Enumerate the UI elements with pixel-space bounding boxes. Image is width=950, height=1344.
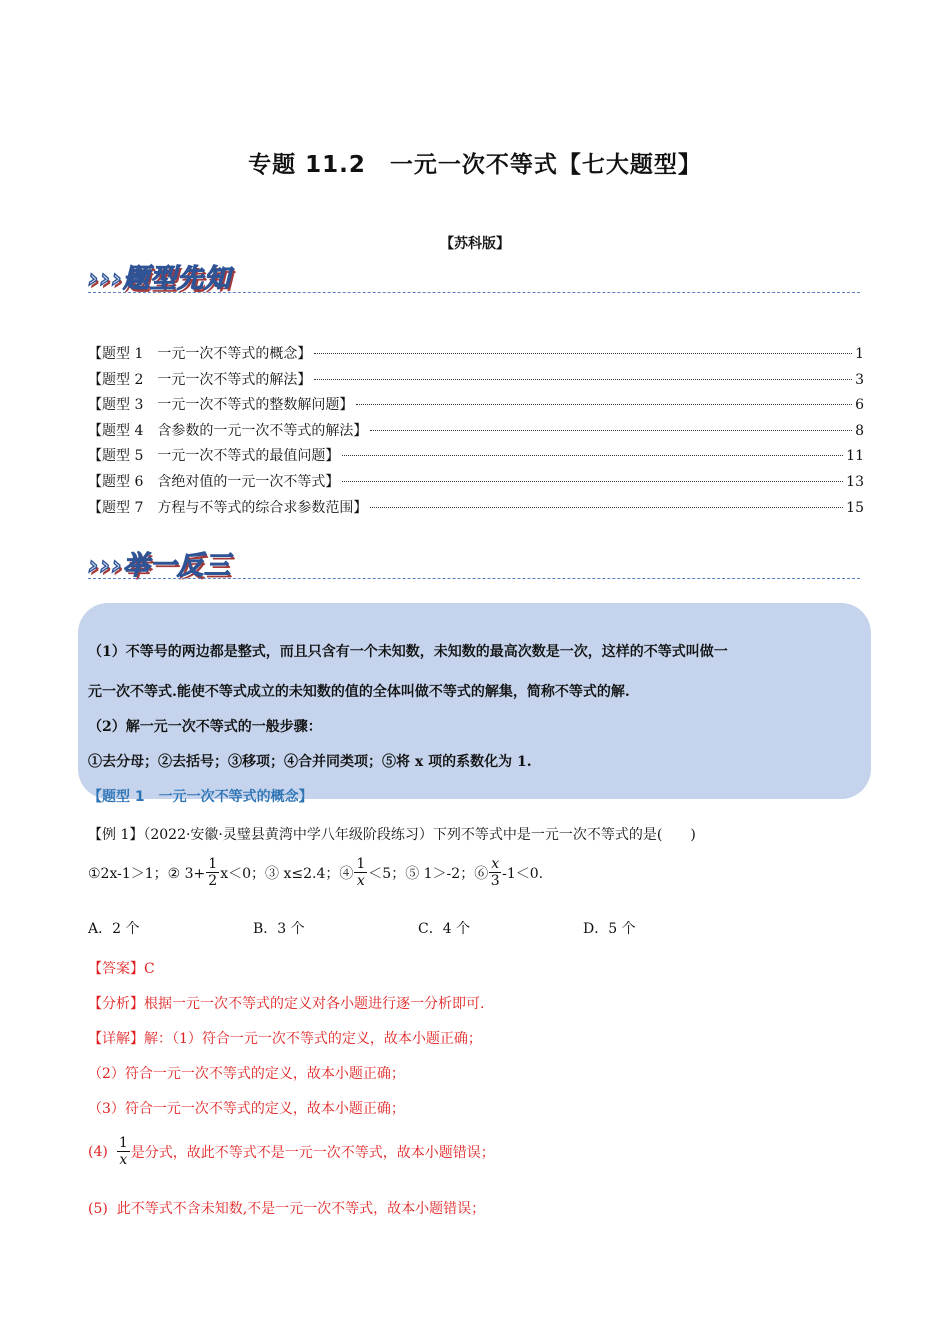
toc-leader-dots [370, 507, 843, 508]
toc-leader-dots [342, 481, 843, 482]
toc-entry-1[interactable] [88, 343, 864, 363]
toc-entry-3[interactable] [88, 394, 864, 414]
detail-line-5: (5) 此不等式不含未知数,不是一元一次不等式，故本小题错误； [88, 1201, 486, 1217]
fraction-numerator: x [491, 856, 500, 872]
option-a[interactable]: A．2 个 [88, 921, 140, 937]
detail-line-4-prefix: (4) [88, 1143, 108, 1160]
example-items [88, 857, 543, 888]
toc-entry-page: 11 [846, 448, 864, 464]
question-type-heading: 【题型 1 一元一次不等式的概念】 [88, 789, 313, 805]
toc-entry-label: 【题型 7 方程与不等式的综合求参数范围】 [88, 500, 368, 516]
knowledge-line-4: ①去分母；②去括号；③移项；④合并同类项；⑤将 x 项的系数化为 1. [88, 754, 532, 770]
fraction-numerator: 1 [356, 856, 366, 872]
knowledge-line-1: （1）不等号的两边都是整式，而且只含有一个未知数，未知数的最高次数是一次，这样的不等式叫做一 [88, 644, 728, 660]
example-intro: 【例 1】（2022·安徽·灵璧县黄湾中学八年级阶段练习）下列不等式中是一元一次不等式的是( ) [88, 827, 696, 843]
answer-line: 【答案】C [88, 961, 155, 977]
fraction-denominator: x [119, 1152, 128, 1168]
detail-line-4 [88, 1136, 495, 1167]
toc-entry-label: 【题型 4 含参数的一元一次不等式的解法】 [88, 423, 368, 439]
toc-leader-dots [314, 379, 852, 380]
toc-entry-label: 【题型 3 一元一次不等式的整数解问题】 [88, 397, 354, 413]
option-c[interactable]: C．4 个 [418, 921, 471, 937]
example-item-text-4: -1＜0. [502, 865, 544, 882]
toc-entry-label: 【题型 6 含绝对值的一元一次不等式】 [88, 474, 340, 490]
toc-leader-dots [342, 455, 843, 456]
fraction-denominator: 3 [490, 873, 500, 889]
analysis-line: 【分析】根据一元一次不等式的定义对各小题进行逐一分析即可. [88, 996, 485, 1012]
toc-entry-page: 6 [855, 397, 864, 413]
practice-banner-divider [88, 578, 860, 579]
toc-entry-page: 8 [855, 423, 864, 439]
option-d[interactable]: D．5 个 [583, 921, 636, 937]
practice-banner-heading: ›››举一反三 [88, 551, 232, 581]
example-item-text-1: ①2x-1＞1；② 3+ [88, 865, 206, 882]
toc-banner-divider [88, 292, 860, 293]
toc-entry-label: 【题型 5 一元一次不等式的最值问题】 [88, 448, 340, 464]
fraction-x-over-three [489, 857, 501, 888]
toc-entry-4[interactable] [88, 420, 864, 440]
toc-leader-dots [370, 430, 852, 431]
toc-entry-label: 【题型 2 一元一次不等式的解法】 [88, 372, 312, 388]
example-item-text-2: x＜0；③ x≤2.4；④ [220, 865, 354, 882]
toc-leader-dots [356, 404, 852, 405]
toc-leader-dots [314, 353, 852, 354]
fraction-numerator: 1 [118, 1135, 128, 1151]
toc-entry-page: 3 [855, 372, 864, 388]
fraction-one-half [206, 857, 219, 888]
option-b[interactable]: B．3 个 [253, 921, 305, 937]
edition-label: 【苏科版】 [440, 236, 510, 252]
detail-line-3: （3）符合一元一次不等式的定义，故本小题正确； [88, 1101, 405, 1117]
fraction-denominator: x [356, 873, 365, 889]
toc-entry-6[interactable] [88, 471, 864, 491]
detail-line-1: 【详解】解：（1）符合一元一次不等式的定义，故本小题正确； [88, 1031, 482, 1047]
fraction-numerator: 1 [208, 856, 218, 872]
toc-entry-label: 【题型 1 一元一次不等式的概念】 [88, 346, 312, 362]
fraction-one-over-x [354, 857, 367, 888]
page-title: 专题 11.2 一元一次不等式【七大题型】 [248, 152, 702, 178]
toc-entry-page: 1 [855, 346, 864, 362]
knowledge-box [78, 603, 871, 799]
toc-entry-5[interactable] [88, 445, 864, 465]
toc-entry-page: 13 [846, 474, 864, 490]
fraction-one-over-x-detail [117, 1136, 130, 1167]
fraction-denominator: 2 [208, 873, 218, 889]
detail-line-4-text: 是分式，故此不等式不是一元一次不等式，故本小题错误； [130, 1144, 495, 1161]
toc-entry-page: 15 [846, 500, 864, 516]
example-item-text-3: ＜5；⑤ 1＞-2；⑥ [368, 865, 489, 882]
toc-entry-7[interactable] [88, 497, 864, 517]
knowledge-line-3: （2）解一元一次不等式的一般步骤： [88, 719, 322, 735]
toc-entry-2[interactable] [88, 369, 864, 389]
detail-line-2: （2）符合一元一次不等式的定义，故本小题正确； [88, 1066, 405, 1082]
toc-banner-heading: ›››题型先知 [88, 264, 232, 294]
knowledge-line-2: 元一次不等式.能使不等式成立的未知数的值的全体叫做不等式的解集，简称不等式的解. [88, 684, 630, 700]
